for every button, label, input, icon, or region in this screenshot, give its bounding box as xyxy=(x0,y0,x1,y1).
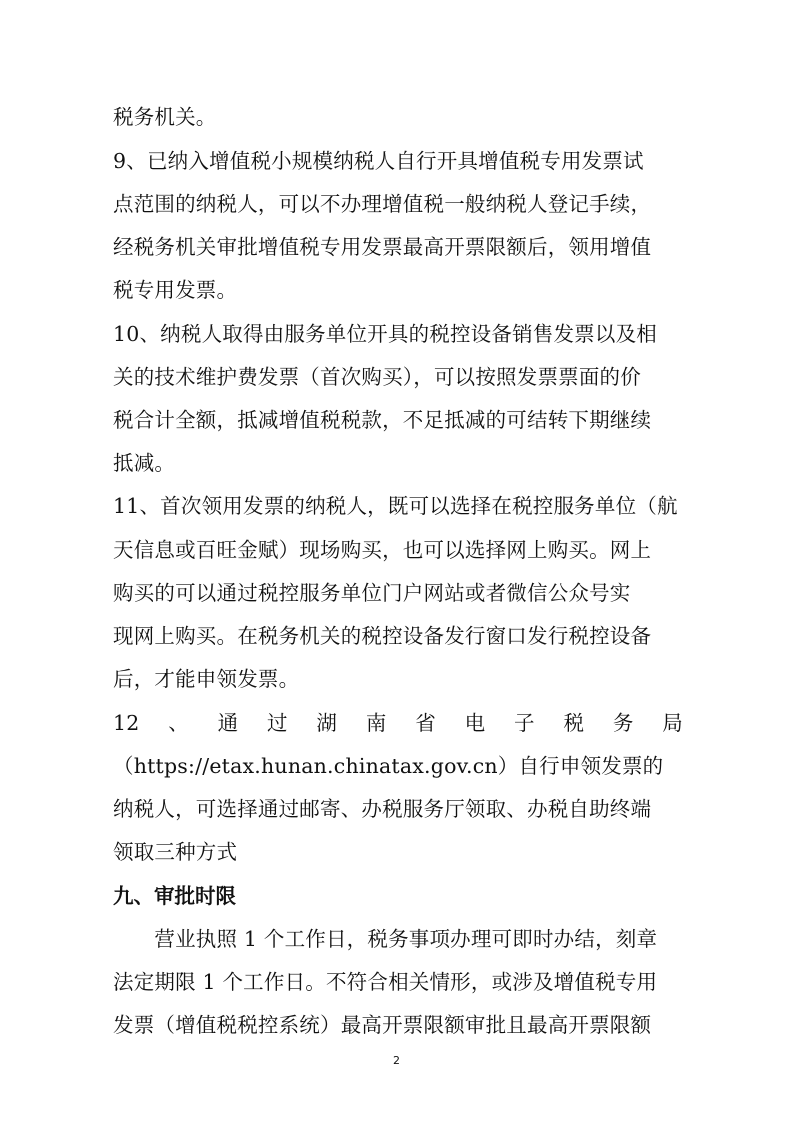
spread-char: 税 xyxy=(563,711,585,735)
spread-char: 电 xyxy=(464,711,486,735)
spread-char: 局 xyxy=(662,711,683,735)
text-line: 9、已纳入增值税小规模纳税人自行开具增值税专用发票试 xyxy=(113,149,644,173)
text-line: 税务机关。 xyxy=(113,105,217,129)
text-line: 天信息或百旺金赋）现场购买，也可以选择网上购买。网上 xyxy=(113,538,652,562)
text-line: 10、纳税人取得由服务单位开具的税控设备销售发票以及相 xyxy=(113,322,657,346)
item-12-spread-line xyxy=(113,709,683,737)
text-line: 营业执照 1 个工作日，税务事项办理可即时办结，刻章 xyxy=(113,927,658,951)
text-line: 现网上购买。在税务机关的税控设备发行窗口发行税控设备 xyxy=(113,624,652,648)
spread-char: 过 xyxy=(267,711,288,735)
text-line: 纳税人，可选择通过邮寄、办税服务厅领取、办税自助终端 xyxy=(113,797,652,821)
spread-char: 省 xyxy=(415,711,436,735)
text-line: 税合计全额，抵减增值税税款，不足抵减的可结转下期继续 xyxy=(113,408,652,432)
text-line: 抵减。 xyxy=(113,451,176,475)
spread-char: 务 xyxy=(612,711,634,735)
spread-char: 12 xyxy=(113,711,140,735)
page-number: 2 xyxy=(393,1054,400,1067)
text-line: 发票（增值税税控系统）最高开票限额审批且最高开票限额 xyxy=(113,1013,652,1037)
text-line: 法定期限 1 个工作日。不符合相关情形，或涉及增值税专用 xyxy=(113,970,658,994)
text-line: 点范围的纳税人，可以不办理增值税一般纳税人登记手续， xyxy=(113,192,652,216)
spread-char: 子 xyxy=(514,711,535,735)
spread-char: 南 xyxy=(365,711,387,735)
text-line: 经税务机关审批增值税专用发票最高开票限额后，领用增值 xyxy=(113,235,652,259)
spread-char: 通 xyxy=(217,711,239,735)
spread-char: 、 xyxy=(168,711,189,735)
text-line: 11、首次领用发票的纳税人，既可以选择在税控服务单位（航 xyxy=(113,494,678,518)
text-line: 税专用发票。 xyxy=(113,278,238,302)
spread-char: 湖 xyxy=(316,711,338,735)
text-line: 领取三种方式 xyxy=(113,840,238,864)
text-line: 后，才能申领发票。 xyxy=(113,667,300,691)
section-heading: 九、审批时限 xyxy=(113,884,236,908)
text-line: （https://etax.hunan.chinatax.gov.cn）自行申领发票的 xyxy=(113,754,664,778)
text-line: 购买的可以通过税控服务单位门户网站或者微信公众号实 xyxy=(113,581,631,605)
text-line: 关的技术维护费发票（首次购买），可以按照发票票面的价 xyxy=(113,365,641,389)
